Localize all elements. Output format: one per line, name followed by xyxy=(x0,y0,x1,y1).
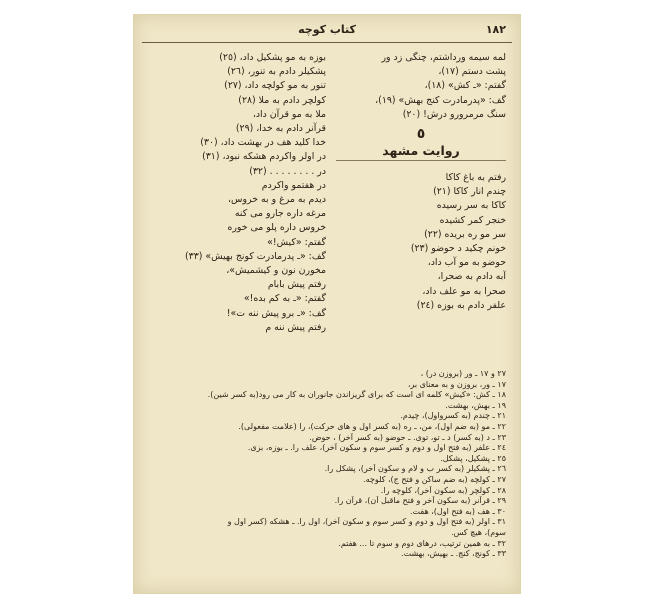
verse-line: خنجر کمر کشیده xyxy=(439,214,506,226)
footnote: ٢٩ ـ قرآنر (به سکون آخر و فتح ماقبل آن)، قرآن را. xyxy=(334,496,506,506)
verse-line: قرآنر دادم به خدا، (٢٩) xyxy=(235,123,326,135)
footnote: ٢٧ و ١٧ ـ ور (بروزن در) ، xyxy=(420,369,506,378)
verse-line: خروس داره پلو می خوره xyxy=(227,222,326,234)
verse-line: صحرا به مو علف داد، xyxy=(422,285,506,297)
verse-line: دیدم به مرغ و به خروس، xyxy=(228,194,326,206)
footnote: ٣١ ـ اولر (به فتح اول و دوم و کسر سوم و سکون آخر)، اول را. ـ هشکه (کسر اول و xyxy=(227,517,506,527)
footnote: ٢١ ـ چندم (به کسرواول)، چیدم. xyxy=(400,411,506,421)
section-title: روایت مشهد xyxy=(336,142,506,161)
right-column xyxy=(336,51,506,313)
verse-line: گفتم: «ـ کش» (١٨)، xyxy=(424,80,506,92)
verse-line: خونم چکید د حوضو (٢٣) xyxy=(410,243,506,255)
verse-line: آبه دادم به صحرا، xyxy=(437,271,506,283)
verse-line: گف: «ـ برو پیش ننه ت»! xyxy=(226,307,326,319)
footnote: ٣٢ ـ به همین ترتیب، درهای دوم و سوم تا ... هفتم. xyxy=(338,538,506,548)
verse-line: گف: «پدرمادرت کنج بهش» (١٩)، xyxy=(375,94,506,106)
footnote: ٢٨ ـ کولچر (به سکون آخر)، کلوچه را. xyxy=(380,485,506,495)
verse-line: در هفتمو واکردم xyxy=(261,179,326,191)
left-column xyxy=(148,51,326,335)
footnote: ٣٣ ـ کونج، کنج. ـ بهیش، بهشت. xyxy=(401,549,506,559)
verse-line: مرغه داره جارو می کنه xyxy=(234,208,326,220)
footnote: ٢٣ ـ د (به کسر) د ـ تو، توی. ـ حوضو (به کسر آخر) ، حوض. xyxy=(309,432,506,442)
footnote: ٢٦ ـ پشکیلر (به کسر ب و لام و سکون آخر)، پشکل را. xyxy=(324,464,506,474)
verse-line: گف: «ـ پدرمادرت کونج بهیش» (٣٣) xyxy=(185,250,326,262)
verse-line: گفتم: «کیش!» xyxy=(267,236,326,248)
verse-line: مخورن نون و کیشمیش»، xyxy=(226,265,326,277)
page-number: ١٨٢ xyxy=(485,23,506,36)
footnote: ٢٢ ـ مو (به ضم اول)، من، ـ ره (به کسر اول و های حرکت)، را (علامت مفعولی). xyxy=(238,421,506,431)
verse-line: در اولر واکردم هشکه نبود، (٣١) xyxy=(202,151,326,163)
running-title: کتاب کوچه xyxy=(298,23,356,36)
verse-line: حوضو به مو آب داد، xyxy=(427,257,506,269)
verse-line: کاکا به سر رسیده xyxy=(436,200,506,212)
footnotes xyxy=(150,369,506,560)
verse-line: سنگ مرمرورو درش! (٢٠) xyxy=(402,108,506,120)
verse-line: تنور به مو کولچه داد، (٢٧) xyxy=(224,80,326,92)
footnote: ٢٤ ـ علفر (به فتح اول و دوم و کسر سوم و سکون آخر)، علف را. ـ بوزه، بزی. xyxy=(247,443,506,453)
verse-line: رفتم به باغ کاکا xyxy=(445,172,506,184)
verse-line: سر مو ره بریده (٢٢) xyxy=(424,228,506,240)
footnote: ١٧ ـ ور، بروزن و به معنای بر، xyxy=(407,379,506,389)
verse-line: کولچر دادم به ملا (٢٨) xyxy=(238,94,326,106)
footnote: ١٩ ـ بهش، بهشت. xyxy=(445,400,506,410)
verse-line: ملا به مو قرآن داد، xyxy=(252,108,326,120)
verse-line: علفر دادم به بوزه (٢٤) xyxy=(416,299,506,311)
footnote: ٢٥ ـ پشکیل، پشکل. xyxy=(440,453,506,463)
verse-line: پشکیلر دادم به تنور، (٢٦) xyxy=(227,66,326,78)
footnote: ٢٧ ـ کولچه (به ضم ساکن و فتح ج)، کلوچه. xyxy=(363,474,506,484)
section-number: ٥ xyxy=(416,126,426,143)
verse-line: خدا کلید هف در بهشت داد، (٣٠) xyxy=(200,137,326,149)
verse-line: لمه سیمه ورداشتم، چنگی زد ور xyxy=(381,52,506,63)
verse-line: بوزه به مو پشکیل داد، (٢٥) xyxy=(219,52,326,63)
footnote: ٣٠ ـ هف (به فتح اول)، هفت. xyxy=(410,506,506,516)
footnote: ١٨ ـ کش: «کیش» کلمه ای است که برای گریزاندن جانوران به کار می رود(به کسر شین). xyxy=(207,390,506,400)
verse-line: گفتم: «ـ به کم بده!» xyxy=(243,293,326,305)
verse-line: در . . . . . . . . (٣٢) xyxy=(249,165,326,177)
verse-line: رفتم پیش بابام xyxy=(267,279,326,291)
verse-line: چندم انار کاکا (٢١) xyxy=(433,186,506,198)
footnote: سوم)، هیچ کس. xyxy=(451,527,506,537)
verse-line: رفتم پیش ننه م xyxy=(265,321,326,333)
book-page xyxy=(133,14,521,594)
verse-line: پشت دستم (١٧)، xyxy=(438,66,506,78)
page-header xyxy=(142,22,512,43)
